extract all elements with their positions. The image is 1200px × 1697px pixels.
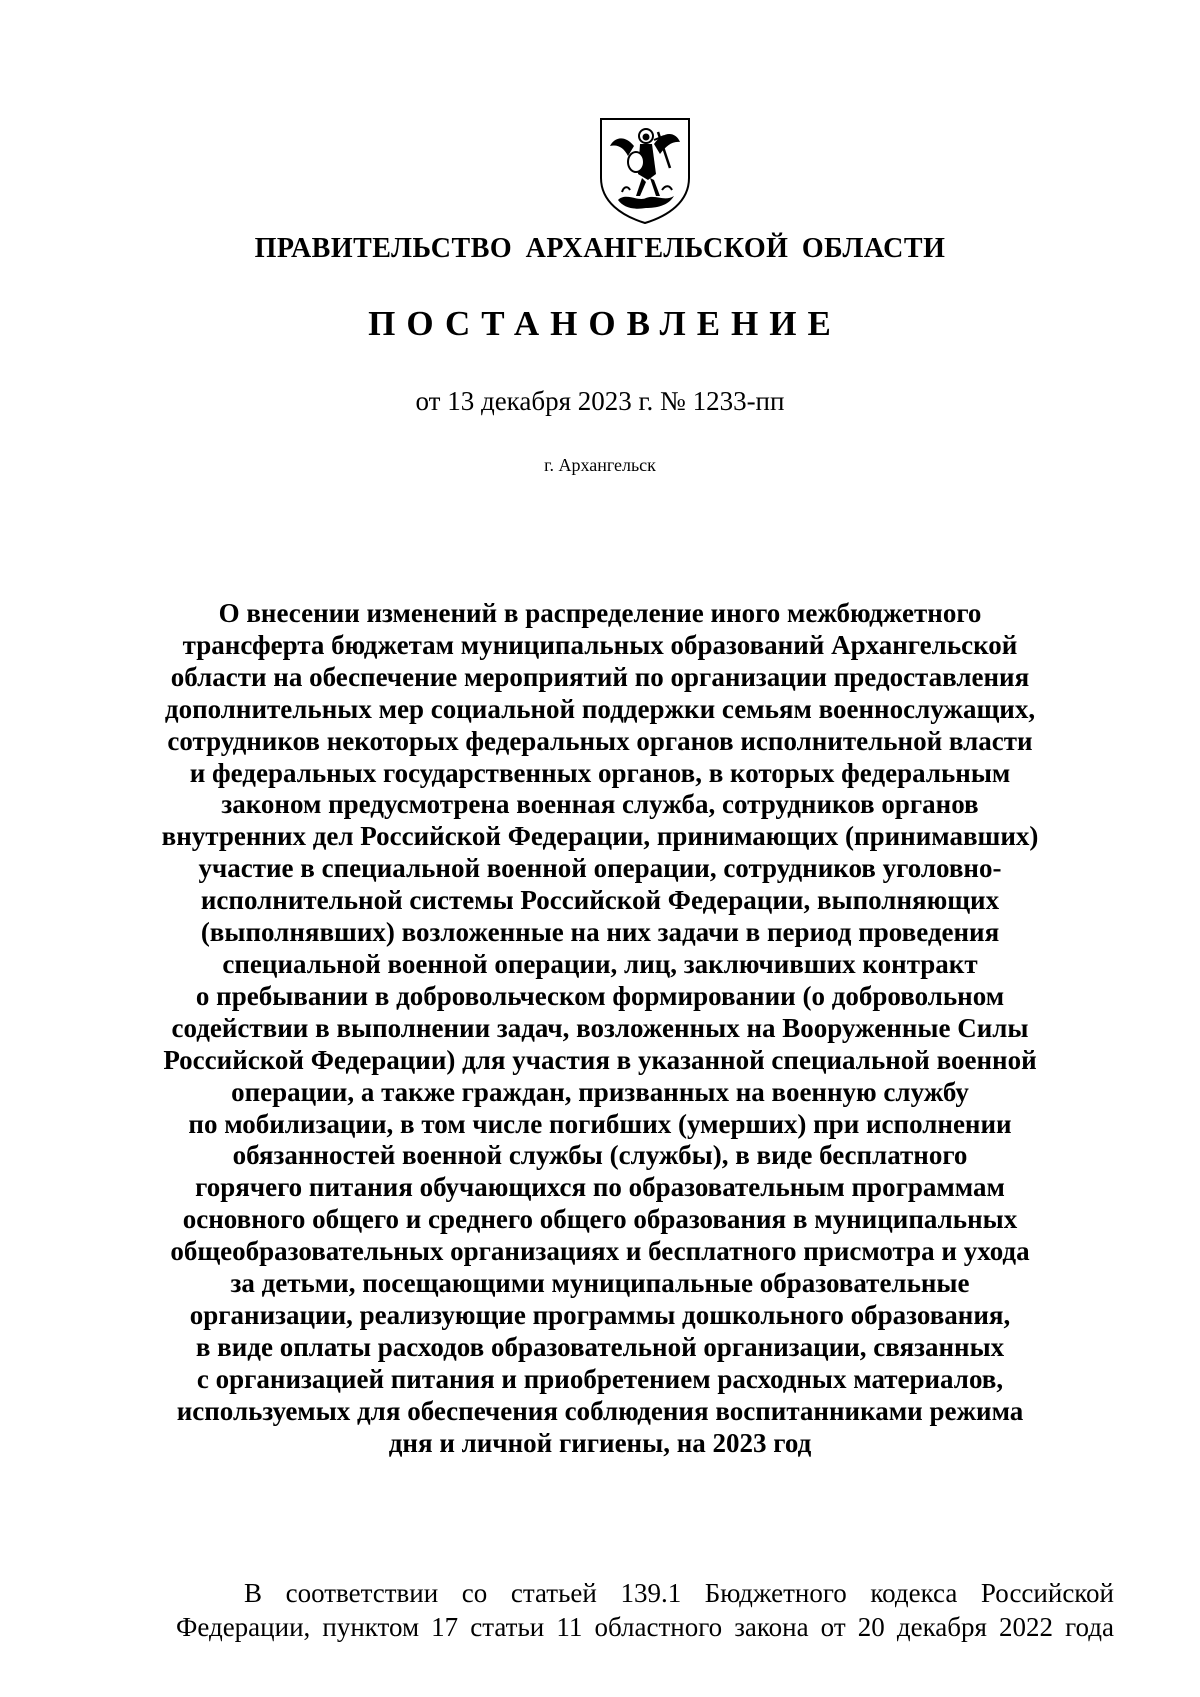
document-date-number: от 13 декабря 2023 г. № 1233-пп: [415, 386, 785, 416]
document-subject-heading: [150, 598, 1050, 1459]
subject-line: за детьми, посещающими муниципальные образовательные: [230, 1268, 970, 1299]
subject-line: исполнительной системы Российской Федерации, выполняющих: [200, 885, 1000, 916]
body-line: В соответствии со статьей 139.1 Бюджетного кодекса Российской: [244, 1578, 1114, 1608]
archangel-coat-of-arms-icon: [598, 116, 692, 226]
subject-line: о пребывании в добровольческом формировании (о добровольном: [195, 980, 1005, 1011]
subject-line: трансферта бюджетам муниципальных образований Архангельской: [182, 629, 1018, 660]
subject-line: используемых для обеспечения соблюдения воспитанниками режима: [176, 1395, 1024, 1426]
subject-line: области на обеспечение мероприятий по организации предоставления: [170, 661, 1030, 692]
subject-line: специальной военной операции, лиц, заключивших контракт: [222, 948, 978, 979]
body-line: Федерации, пунктом 17 статьи 11 областного закона от 20 декабря 2022 года: [176, 1612, 1114, 1642]
subject-line: содействии в выполнении задач, возложенных на Вооруженные Силы: [171, 1012, 1029, 1043]
subject-line: законом предусмотрена военная служба, сотрудников органов: [221, 789, 979, 820]
subject-line: и федеральных государственных органов, в которых федеральным: [189, 757, 1011, 788]
subject-line: обязанностей военной службы (службы), в виде бесплатного: [232, 1140, 968, 1171]
subject-line: О внесении изменений в распределение иного межбюджетного: [218, 598, 982, 628]
subject-line: горячего питания обучающихся по образовательным программам: [195, 1172, 1005, 1203]
document-kind-title: ПОСТАНОВЛЕНИЕ: [368, 304, 842, 343]
subject-line: основного общего и среднего общего образования в муниципальных: [182, 1204, 1018, 1235]
subject-line: (выполнявших) возложенные на них задачи в период проведения: [200, 917, 1000, 948]
subject-line: с организацией питания и приобретением расходных материалов,: [196, 1363, 1004, 1394]
subject-line: общеобразовательных организациях и бесплатного присмотра и ухода: [170, 1236, 1030, 1267]
subject-line: дополнительных мер социальной поддержки семьям военнослужащих,: [164, 693, 1036, 724]
subject-line: операции, а также граждан, призванных на военную службу: [231, 1076, 969, 1107]
document-body-paragraph: [176, 1576, 1114, 1644]
document-city: г. Архангельск: [544, 455, 656, 475]
government-title: ПРАВИТЕЛЬСТВО АРХАНГЕЛЬСКОЙ ОБЛАСТИ: [254, 233, 946, 264]
subject-line: организации, реализующие программы дошкольного образования,: [189, 1299, 1011, 1330]
subject-line: внутренних дел Российской Федерации, принимающих (принимавших): [161, 821, 1039, 852]
subject-line: Российской Федерации) для участия в указанной специальной военной: [163, 1044, 1037, 1075]
subject-line: участие в специальной военной операции, сотрудников уголовно-: [198, 853, 1002, 884]
subject-line: по мобилизации, в том числе погибших (умерших) при исполнении: [188, 1108, 1012, 1139]
subject-line: сотрудников некоторых федеральных органов исполнительной власти: [167, 725, 1033, 756]
subject-line: в виде оплаты расходов образовательной организации, связанных: [195, 1331, 1005, 1362]
subject-line: дня и личной гигиены, на 2023 год: [388, 1427, 812, 1458]
